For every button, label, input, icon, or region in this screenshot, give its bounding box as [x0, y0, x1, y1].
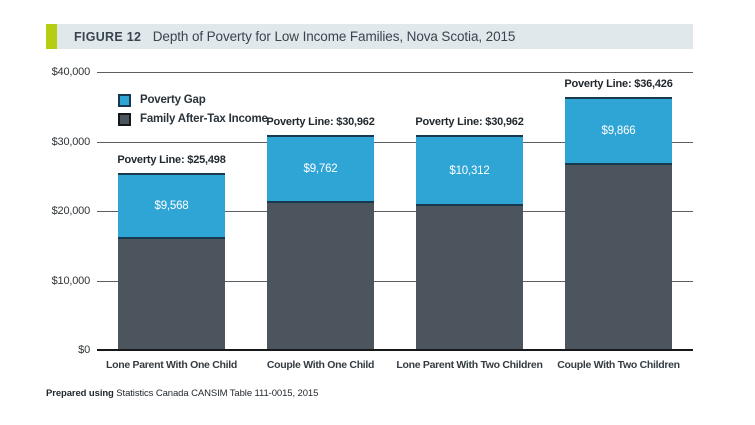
source-note-text: Statistics Canada CANSIM Table 111-0015, 2015	[113, 388, 319, 399]
bar-4	[565, 97, 672, 350]
accent-bar	[46, 24, 57, 49]
figure-number: FIGURE 12	[74, 30, 142, 44]
after-tax-income-segment	[267, 203, 374, 350]
gridline-40000	[97, 72, 693, 73]
y-axis-tick-label: $30,000	[51, 136, 90, 148]
source-note	[46, 388, 318, 399]
poverty-gap-value: $9,866	[601, 125, 636, 138]
figure-title: Depth of Poverty for Low Income Families, Nova Scotia, 2015	[152, 29, 516, 44]
after-tax-income-segment	[118, 239, 225, 350]
figure-header	[46, 24, 693, 49]
legend-label: Poverty Gap	[140, 94, 206, 106]
stacked-bar-chart	[0, 60, 755, 390]
poverty-gap-segment	[416, 135, 523, 207]
category-label: Couple With One Child	[266, 359, 375, 371]
y-axis-tick-label: $0	[78, 344, 90, 356]
source-note-prefix: Prepared using	[46, 388, 114, 399]
figure-title-band	[57, 24, 693, 49]
poverty-line-label: Poverty Line: $25,498	[117, 153, 226, 166]
y-axis-tick-label: $40,000	[51, 66, 90, 78]
poverty-gap-swatch	[118, 94, 131, 107]
category-label: Couple With Two Children	[557, 359, 680, 371]
poverty-gap-value: $9,762	[303, 162, 338, 175]
bar-2	[267, 135, 374, 350]
poverty-line-label: Poverty Line: $30,962	[266, 115, 375, 128]
y-axis-tick-label: $10,000	[51, 275, 90, 287]
after-tax-income-segment	[416, 206, 523, 350]
poverty-gap-segment	[267, 135, 374, 203]
category-label: Lone Parent With Two Children	[396, 359, 543, 371]
bar-3	[416, 135, 523, 350]
poverty-gap-value: $9,568	[154, 200, 189, 213]
legend-label: Family After-Tax Income	[140, 113, 268, 125]
poverty-line-label: Poverty Line: $36,426	[564, 77, 673, 90]
x-axis-line	[97, 349, 693, 351]
y-axis-tick-label: $20,000	[51, 205, 90, 217]
poverty-gap-segment	[565, 97, 672, 166]
poverty-gap-value: $10,312	[449, 164, 490, 177]
after-tax-income-segment	[565, 165, 672, 350]
category-label: Lone Parent With One Child	[106, 359, 237, 371]
legend-item-poverty-gap	[118, 91, 268, 109]
poverty-line-label: Poverty Line: $30,962	[415, 115, 524, 128]
after-tax-income-swatch	[118, 113, 131, 126]
poverty-gap-segment	[118, 173, 225, 239]
bar-1	[118, 173, 225, 350]
